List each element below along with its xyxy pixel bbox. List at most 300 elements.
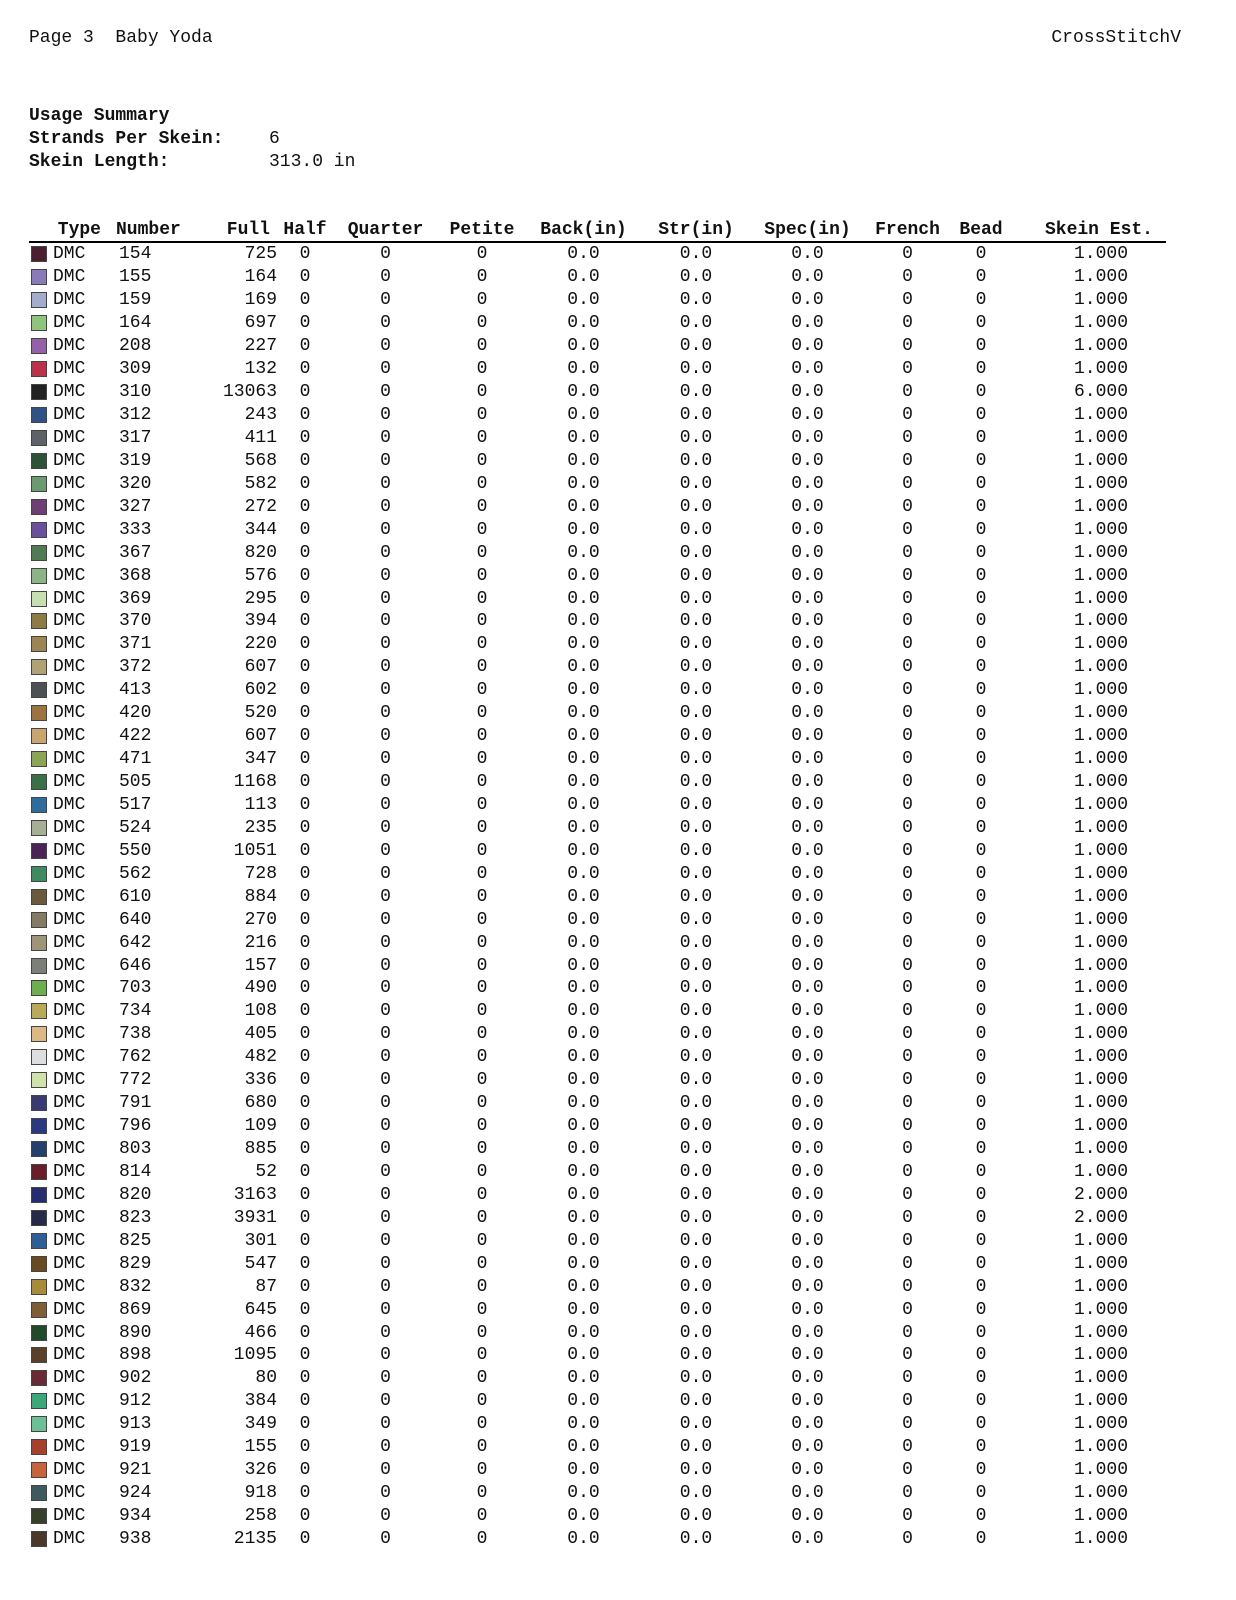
quarter-count: 0 bbox=[380, 427, 391, 448]
bead-count: 0 bbox=[975, 955, 987, 976]
table-row bbox=[29, 243, 1166, 266]
thread-type-cell bbox=[29, 1437, 116, 1457]
skein-estimate: 1.000 bbox=[1073, 703, 1128, 724]
table-row bbox=[29, 1344, 1166, 1367]
petite-count: 0 bbox=[476, 1368, 488, 1389]
petite-count: 0 bbox=[476, 909, 488, 930]
thread-type: DMC bbox=[53, 1207, 86, 1228]
thread-type-cell bbox=[29, 244, 116, 264]
skein-estimate: 1.000 bbox=[1073, 657, 1128, 678]
quarter-count: 0 bbox=[380, 1253, 391, 1274]
back-length: 0.0 bbox=[567, 1047, 600, 1068]
petite-count: 0 bbox=[476, 978, 488, 999]
usage-table bbox=[29, 216, 1166, 1550]
petite-count: 0 bbox=[476, 1116, 488, 1137]
half-count: 0 bbox=[299, 290, 311, 311]
half-count: 0 bbox=[299, 817, 311, 838]
french-count: 0 bbox=[902, 359, 913, 380]
color-swatch bbox=[31, 728, 47, 744]
color-swatch bbox=[31, 453, 47, 469]
thread-type-cell bbox=[29, 474, 116, 494]
bead-count: 0 bbox=[975, 634, 987, 655]
quarter-count: 0 bbox=[380, 1161, 391, 1182]
french-count: 0 bbox=[902, 726, 913, 747]
back-length: 0.0 bbox=[567, 588, 600, 609]
str-length: 0.0 bbox=[679, 1184, 713, 1205]
back-length: 0.0 bbox=[567, 244, 600, 265]
str-length: 0.0 bbox=[679, 1116, 713, 1137]
spec-length: 0.0 bbox=[791, 1528, 824, 1549]
bead-count: 0 bbox=[975, 1299, 987, 1320]
full-count: 169 bbox=[244, 290, 277, 311]
spec-length: 0.0 bbox=[791, 565, 824, 586]
quarter-count: 0 bbox=[380, 1391, 391, 1412]
french-count: 0 bbox=[902, 657, 913, 678]
table-row bbox=[29, 1367, 1166, 1390]
bead-count: 0 bbox=[975, 496, 987, 517]
table-row bbox=[29, 1298, 1166, 1321]
quarter-count: 0 bbox=[380, 1093, 391, 1114]
str-length: 0.0 bbox=[679, 359, 713, 380]
bead-count: 0 bbox=[975, 244, 987, 265]
strands-value: 6 bbox=[269, 129, 280, 149]
half-count: 0 bbox=[299, 359, 311, 380]
usage-summary bbox=[29, 105, 355, 174]
full-count: 87 bbox=[255, 1276, 277, 1297]
thread-number: 832 bbox=[119, 1276, 152, 1297]
back-length: 0.0 bbox=[567, 1345, 600, 1366]
thread-type: DMC bbox=[53, 1139, 86, 1160]
skein-estimate: 1.000 bbox=[1073, 1368, 1128, 1389]
table-row bbox=[29, 1321, 1166, 1344]
spec-length: 0.0 bbox=[791, 1483, 824, 1504]
thread-type-cell bbox=[29, 336, 116, 356]
quarter-count: 0 bbox=[380, 1299, 391, 1320]
bead-count: 0 bbox=[975, 817, 987, 838]
spec-length: 0.0 bbox=[791, 657, 824, 678]
str-length: 0.0 bbox=[679, 1047, 713, 1068]
thread-type: DMC bbox=[53, 1253, 86, 1274]
str-length: 0.0 bbox=[679, 703, 713, 724]
spec-length: 0.0 bbox=[791, 427, 824, 448]
petite-count: 0 bbox=[476, 359, 488, 380]
half-count: 0 bbox=[299, 542, 311, 563]
table-row bbox=[29, 725, 1166, 748]
spec-length: 0.0 bbox=[791, 1070, 824, 1091]
thread-number: 505 bbox=[119, 772, 152, 793]
thread-number: 370 bbox=[119, 611, 152, 632]
full-count: 216 bbox=[244, 932, 277, 953]
color-swatch bbox=[31, 1508, 47, 1524]
full-count: 258 bbox=[244, 1506, 277, 1527]
str-length: 0.0 bbox=[679, 565, 713, 586]
thread-type-cell bbox=[29, 520, 116, 540]
column-header-full: Full bbox=[226, 220, 270, 240]
thread-number: 703 bbox=[119, 978, 152, 999]
str-length: 0.0 bbox=[679, 886, 713, 907]
petite-count: 0 bbox=[476, 542, 488, 563]
color-swatch bbox=[31, 1279, 47, 1295]
quarter-count: 0 bbox=[380, 588, 391, 609]
thread-type-cell bbox=[29, 703, 116, 723]
thread-number: 796 bbox=[119, 1116, 152, 1137]
thread-number: 734 bbox=[119, 1001, 152, 1022]
thread-type-cell bbox=[29, 1231, 116, 1251]
skein-estimate: 1.000 bbox=[1073, 405, 1128, 426]
column-header-str: Str(in) bbox=[658, 220, 734, 240]
table-row bbox=[29, 610, 1166, 633]
str-length: 0.0 bbox=[679, 1139, 713, 1160]
table-row bbox=[29, 794, 1166, 817]
str-length: 0.0 bbox=[679, 1460, 713, 1481]
spec-length: 0.0 bbox=[791, 840, 824, 861]
back-length: 0.0 bbox=[567, 1276, 600, 1297]
full-count: 1095 bbox=[233, 1345, 277, 1366]
thread-type-cell bbox=[29, 772, 116, 792]
half-count: 0 bbox=[299, 1001, 311, 1022]
skein-estimate: 1.000 bbox=[1073, 1047, 1128, 1068]
thread-type: DMC bbox=[53, 772, 86, 793]
color-swatch bbox=[31, 659, 47, 675]
petite-count: 0 bbox=[476, 267, 488, 288]
bead-count: 0 bbox=[975, 1116, 987, 1137]
thread-number: 369 bbox=[119, 588, 152, 609]
str-length: 0.0 bbox=[679, 772, 713, 793]
full-count: 301 bbox=[244, 1230, 277, 1251]
spec-length: 0.0 bbox=[791, 680, 824, 701]
full-count: 394 bbox=[244, 611, 277, 632]
color-swatch bbox=[31, 1302, 47, 1318]
bead-count: 0 bbox=[975, 1024, 987, 1045]
thread-number: 823 bbox=[119, 1207, 152, 1228]
thread-type: DMC bbox=[53, 267, 86, 288]
half-count: 0 bbox=[299, 1207, 311, 1228]
spec-length: 0.0 bbox=[791, 1506, 824, 1527]
color-swatch bbox=[31, 568, 47, 584]
petite-count: 0 bbox=[476, 772, 488, 793]
french-count: 0 bbox=[902, 886, 913, 907]
half-count: 0 bbox=[299, 382, 311, 403]
petite-count: 0 bbox=[476, 886, 488, 907]
skein-estimate: 1.000 bbox=[1073, 772, 1128, 793]
half-count: 0 bbox=[299, 1368, 311, 1389]
thread-type: DMC bbox=[53, 863, 86, 884]
back-length: 0.0 bbox=[567, 1391, 600, 1412]
str-length: 0.0 bbox=[679, 955, 713, 976]
bead-count: 0 bbox=[975, 1001, 987, 1022]
half-count: 0 bbox=[299, 1024, 311, 1045]
color-swatch bbox=[31, 476, 47, 492]
color-swatch bbox=[31, 1210, 47, 1226]
thread-type-cell bbox=[29, 1277, 116, 1297]
str-length: 0.0 bbox=[679, 427, 713, 448]
half-count: 0 bbox=[299, 336, 311, 357]
petite-count: 0 bbox=[476, 749, 488, 770]
table-row bbox=[29, 1390, 1166, 1413]
thread-number: 814 bbox=[119, 1161, 152, 1182]
thread-number: 772 bbox=[119, 1070, 152, 1091]
back-length: 0.0 bbox=[567, 1207, 600, 1228]
full-count: 3163 bbox=[233, 1184, 277, 1205]
thread-type: DMC bbox=[53, 794, 86, 815]
back-length: 0.0 bbox=[567, 840, 600, 861]
petite-count: 0 bbox=[476, 840, 488, 861]
quarter-count: 0 bbox=[380, 1437, 391, 1458]
thread-type: DMC bbox=[53, 611, 86, 632]
full-count: 220 bbox=[244, 634, 277, 655]
back-length: 0.0 bbox=[567, 1001, 600, 1022]
french-count: 0 bbox=[902, 932, 913, 953]
french-count: 0 bbox=[902, 955, 913, 976]
str-length: 0.0 bbox=[679, 1414, 713, 1435]
color-swatch bbox=[31, 1049, 47, 1065]
thread-type: DMC bbox=[53, 657, 86, 678]
thread-type-cell bbox=[29, 313, 116, 333]
half-count: 0 bbox=[299, 473, 311, 494]
color-swatch bbox=[31, 1164, 47, 1180]
color-swatch bbox=[31, 636, 47, 652]
skein-estimate: 1.000 bbox=[1073, 1528, 1128, 1549]
full-count: 547 bbox=[244, 1253, 277, 1274]
half-count: 0 bbox=[299, 955, 311, 976]
french-count: 0 bbox=[902, 336, 913, 357]
quarter-count: 0 bbox=[380, 680, 391, 701]
half-count: 0 bbox=[299, 244, 311, 265]
table-row bbox=[29, 771, 1166, 794]
petite-count: 0 bbox=[476, 1184, 488, 1205]
color-swatch bbox=[31, 820, 47, 836]
french-count: 0 bbox=[902, 244, 913, 265]
skein-estimate: 1.000 bbox=[1073, 473, 1128, 494]
quarter-count: 0 bbox=[380, 496, 391, 517]
thread-type-cell bbox=[29, 933, 116, 953]
color-swatch bbox=[31, 935, 47, 951]
quarter-count: 0 bbox=[380, 359, 391, 380]
thread-type: DMC bbox=[53, 565, 86, 586]
pattern-title: Baby Yoda bbox=[115, 28, 213, 48]
half-count: 0 bbox=[299, 932, 311, 953]
thread-number: 902 bbox=[119, 1368, 152, 1389]
half-count: 0 bbox=[299, 588, 311, 609]
thread-number: 829 bbox=[119, 1253, 152, 1274]
color-swatch bbox=[31, 751, 47, 767]
thread-type: DMC bbox=[53, 496, 86, 517]
french-count: 0 bbox=[902, 565, 913, 586]
back-length: 0.0 bbox=[567, 978, 600, 999]
str-length: 0.0 bbox=[679, 749, 713, 770]
table-row bbox=[29, 335, 1166, 358]
skein-estimate: 1.000 bbox=[1073, 1024, 1128, 1045]
thread-number: 208 bbox=[119, 336, 152, 357]
thread-type-cell bbox=[29, 405, 116, 425]
table-row bbox=[29, 404, 1166, 427]
thread-number: 164 bbox=[119, 313, 152, 334]
petite-count: 0 bbox=[476, 1230, 488, 1251]
spec-length: 0.0 bbox=[791, 359, 824, 380]
column-header-spec: Spec(in) bbox=[764, 220, 851, 240]
thread-number: 422 bbox=[119, 726, 152, 747]
bead-count: 0 bbox=[975, 1230, 987, 1251]
table-row bbox=[29, 472, 1166, 495]
bead-count: 0 bbox=[975, 473, 987, 494]
bead-count: 0 bbox=[975, 1139, 987, 1160]
thread-number: 159 bbox=[119, 290, 152, 311]
french-count: 0 bbox=[902, 1345, 913, 1366]
spec-length: 0.0 bbox=[791, 313, 824, 334]
page-header bbox=[29, 28, 1181, 52]
page-header-left bbox=[29, 28, 213, 48]
french-count: 0 bbox=[902, 794, 913, 815]
thread-number: 762 bbox=[119, 1047, 152, 1068]
thread-type: DMC bbox=[53, 1391, 86, 1412]
back-length: 0.0 bbox=[567, 1460, 600, 1481]
petite-count: 0 bbox=[476, 863, 488, 884]
thread-type-cell bbox=[29, 1506, 116, 1526]
back-length: 0.0 bbox=[567, 565, 600, 586]
full-count: 582 bbox=[244, 473, 277, 494]
half-count: 0 bbox=[299, 1161, 311, 1182]
quarter-count: 0 bbox=[380, 519, 391, 540]
spec-length: 0.0 bbox=[791, 450, 824, 471]
bead-count: 0 bbox=[975, 772, 987, 793]
table-row bbox=[29, 633, 1166, 656]
thread-type: DMC bbox=[53, 313, 86, 334]
skein-estimate: 1.000 bbox=[1073, 290, 1128, 311]
spec-length: 0.0 bbox=[791, 1139, 824, 1160]
back-length: 0.0 bbox=[567, 703, 600, 724]
half-count: 0 bbox=[299, 1230, 311, 1251]
petite-count: 0 bbox=[476, 955, 488, 976]
spec-length: 0.0 bbox=[791, 772, 824, 793]
thread-type: DMC bbox=[53, 1414, 86, 1435]
petite-count: 0 bbox=[476, 382, 488, 403]
skein-estimate: 1.000 bbox=[1073, 1230, 1128, 1251]
table-row bbox=[29, 1206, 1166, 1229]
petite-count: 0 bbox=[476, 290, 488, 311]
color-swatch bbox=[31, 591, 47, 607]
spec-length: 0.0 bbox=[791, 1276, 824, 1297]
petite-count: 0 bbox=[476, 1001, 488, 1022]
color-swatch bbox=[31, 1118, 47, 1134]
quarter-count: 0 bbox=[380, 772, 391, 793]
thread-number: 898 bbox=[119, 1345, 152, 1366]
thread-type: DMC bbox=[53, 519, 86, 540]
table-row bbox=[29, 908, 1166, 931]
french-count: 0 bbox=[902, 267, 913, 288]
full-count: 272 bbox=[244, 496, 277, 517]
back-length: 0.0 bbox=[567, 794, 600, 815]
bead-count: 0 bbox=[975, 1391, 987, 1412]
table-row bbox=[29, 1161, 1166, 1184]
skein-estimate: 1.000 bbox=[1073, 519, 1128, 540]
back-length: 0.0 bbox=[567, 1139, 600, 1160]
spec-length: 0.0 bbox=[791, 1047, 824, 1068]
quarter-count: 0 bbox=[380, 1483, 391, 1504]
back-length: 0.0 bbox=[567, 1024, 600, 1045]
skein-estimate: 1.000 bbox=[1073, 1116, 1128, 1137]
half-count: 0 bbox=[299, 1391, 311, 1412]
skein-estimate: 1.000 bbox=[1073, 886, 1128, 907]
thread-type: DMC bbox=[53, 1322, 86, 1343]
french-count: 0 bbox=[902, 1391, 913, 1412]
thread-type-cell bbox=[29, 1300, 116, 1320]
half-count: 0 bbox=[299, 1460, 311, 1481]
french-count: 0 bbox=[902, 1437, 913, 1458]
color-swatch bbox=[31, 705, 47, 721]
str-length: 0.0 bbox=[679, 1506, 713, 1527]
half-count: 0 bbox=[299, 657, 311, 678]
table-row bbox=[29, 1046, 1166, 1069]
petite-count: 0 bbox=[476, 634, 488, 655]
thread-type: DMC bbox=[53, 336, 86, 357]
back-length: 0.0 bbox=[567, 313, 600, 334]
skein-estimate: 1.000 bbox=[1073, 542, 1128, 563]
quarter-count: 0 bbox=[380, 726, 391, 747]
half-count: 0 bbox=[299, 1483, 311, 1504]
column-header-skein-est: Skein Est. bbox=[1044, 220, 1153, 240]
skein-estimate: 1.000 bbox=[1073, 1414, 1128, 1435]
app-name: CrossStitchV bbox=[1051, 28, 1181, 48]
color-swatch bbox=[31, 1416, 47, 1432]
spec-length: 0.0 bbox=[791, 817, 824, 838]
petite-count: 0 bbox=[476, 588, 488, 609]
bead-count: 0 bbox=[975, 932, 987, 953]
skein-estimate: 1.000 bbox=[1073, 1276, 1128, 1297]
color-swatch bbox=[31, 1370, 47, 1386]
thread-number: 420 bbox=[119, 703, 152, 724]
color-swatch bbox=[31, 889, 47, 905]
skein-estimate: 1.000 bbox=[1073, 794, 1128, 815]
french-count: 0 bbox=[902, 405, 913, 426]
column-header-french: French bbox=[875, 220, 940, 240]
french-count: 0 bbox=[902, 772, 913, 793]
full-count: 884 bbox=[244, 886, 277, 907]
bead-count: 0 bbox=[975, 290, 987, 311]
spec-length: 0.0 bbox=[791, 542, 824, 563]
back-length: 0.0 bbox=[567, 726, 600, 747]
french-count: 0 bbox=[902, 1184, 913, 1205]
spec-length: 0.0 bbox=[791, 611, 824, 632]
thread-number: 154 bbox=[119, 244, 152, 265]
french-count: 0 bbox=[902, 1483, 913, 1504]
petite-count: 0 bbox=[476, 817, 488, 838]
thread-type-cell bbox=[29, 1208, 116, 1228]
color-swatch bbox=[31, 843, 47, 859]
petite-count: 0 bbox=[476, 1207, 488, 1228]
spec-length: 0.0 bbox=[791, 932, 824, 953]
thread-number: 825 bbox=[119, 1230, 152, 1251]
skein-length-label: Skein Length: bbox=[29, 152, 170, 172]
full-count: 576 bbox=[244, 565, 277, 586]
skein-estimate: 1.000 bbox=[1073, 817, 1128, 838]
quarter-count: 0 bbox=[380, 749, 391, 770]
color-swatch bbox=[31, 522, 47, 538]
full-count: 405 bbox=[244, 1024, 277, 1045]
half-count: 0 bbox=[299, 680, 311, 701]
half-count: 0 bbox=[299, 794, 311, 815]
thread-type: DMC bbox=[53, 1184, 86, 1205]
thread-type-cell bbox=[29, 1162, 116, 1182]
thread-type: DMC bbox=[53, 427, 86, 448]
table-row bbox=[29, 748, 1166, 771]
french-count: 0 bbox=[902, 290, 913, 311]
color-swatch bbox=[31, 1439, 47, 1455]
skein-estimate: 1.000 bbox=[1073, 955, 1128, 976]
back-length: 0.0 bbox=[567, 1230, 600, 1251]
quarter-count: 0 bbox=[380, 313, 391, 334]
column-header-quarter: Quarter bbox=[347, 220, 424, 240]
french-count: 0 bbox=[902, 1116, 913, 1137]
